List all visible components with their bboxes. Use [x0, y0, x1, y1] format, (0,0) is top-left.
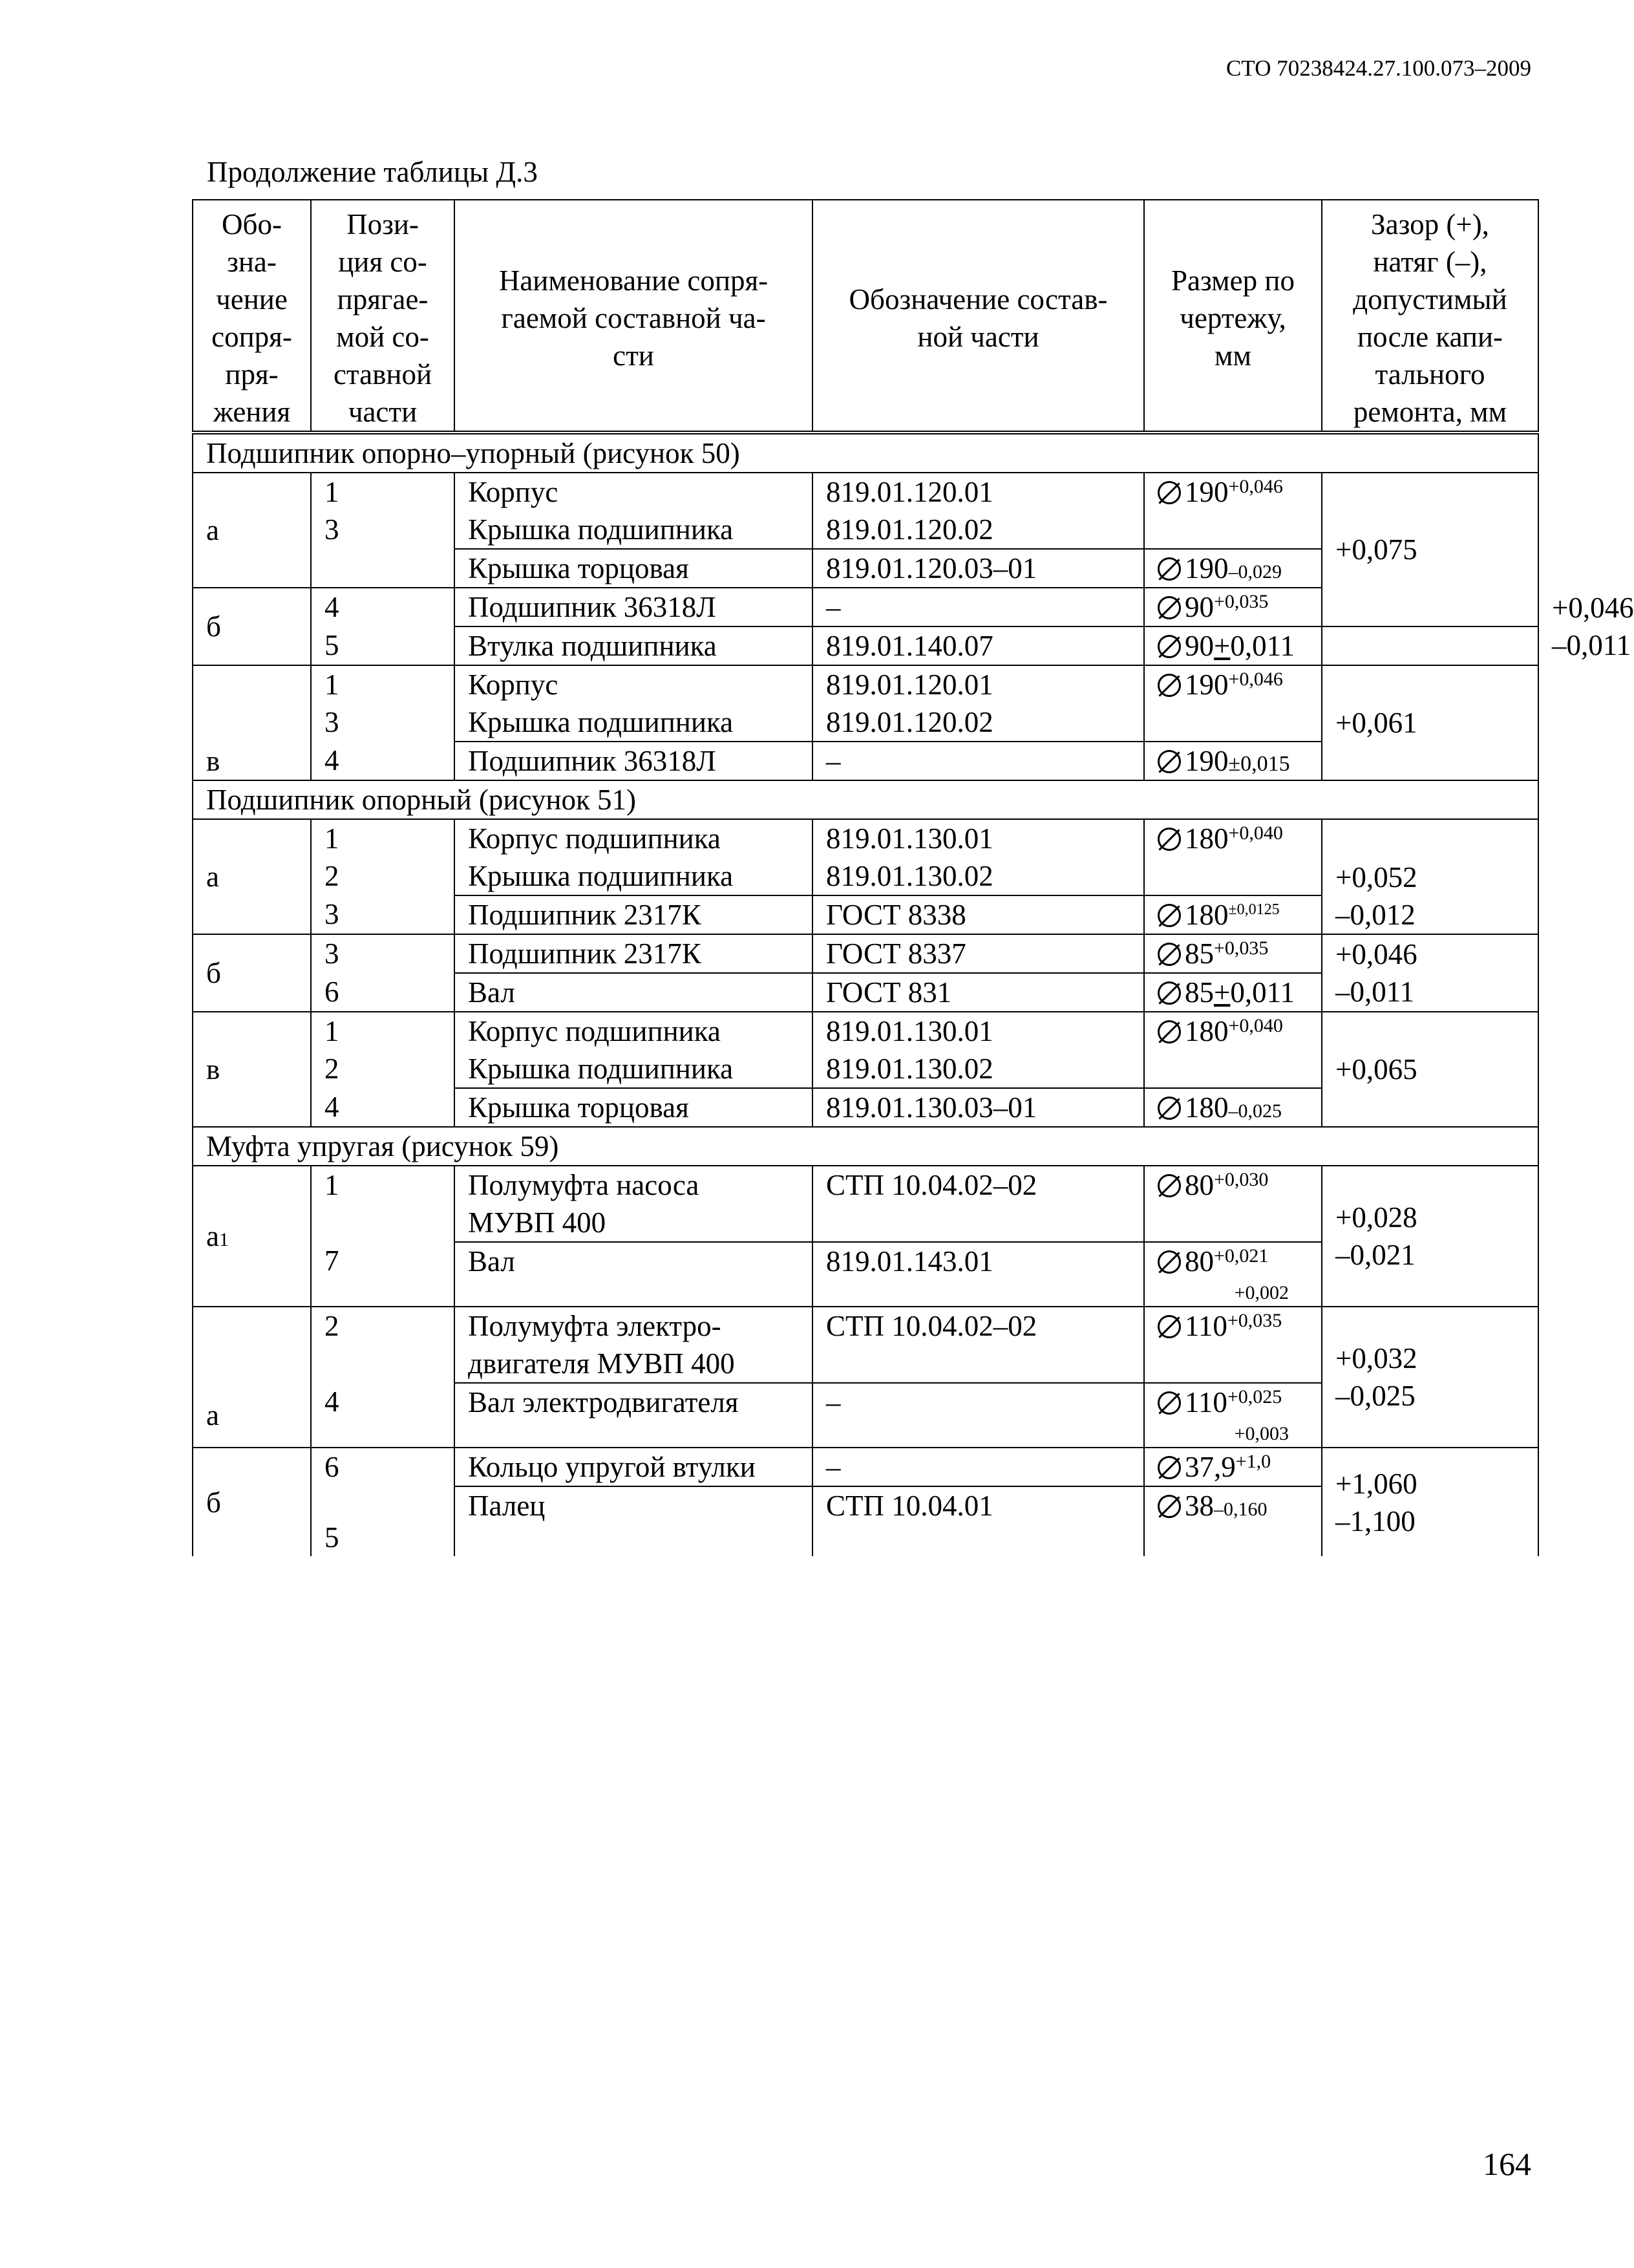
designation-cell: ГОСТ 8338: [812, 895, 1144, 934]
header-size: Размер по чертежу, мм: [1144, 200, 1322, 433]
diameter-icon: [1158, 481, 1181, 504]
name-cell: Вал электродвигателя: [454, 1383, 812, 1448]
size-cell: $190^{+0,046}$: [1144, 473, 1322, 549]
designation-cell: 819.01.130.03–01: [812, 1088, 1144, 1127]
position-cell: 1 3: [311, 473, 454, 588]
table-caption: Продолжение таблицы Д.3: [207, 156, 538, 188]
fit-mark: в: [193, 1012, 311, 1127]
gap-cell: +0,032 –0,025: [1322, 1307, 1538, 1448]
designation-cell: 819.01.120.01 819.01.120.02: [812, 665, 1144, 742]
fit-mark: б: [193, 934, 311, 1012]
name-cell: Корпус подшипника Крышка подшипника: [454, 819, 812, 895]
size-cell: $180^{\pm 0,0125}$: [1144, 895, 1322, 934]
diameter-icon: [1158, 1174, 1181, 1197]
position-cell: 6: [311, 1448, 454, 1486]
position-cell: 3: [311, 934, 454, 973]
header-gap: Зазор (+), натяг (–), допустимый после капи- тального ремонта, мм: [1322, 200, 1538, 433]
name-cell: Крышка торцовая: [454, 1088, 812, 1127]
name-cell: Палец: [454, 1486, 812, 1556]
diameter-icon: [1158, 1250, 1181, 1274]
name-cell: Вал: [454, 973, 812, 1012]
position-cell: 4: [311, 1088, 454, 1127]
gap-cell: +1,060 –1,100: [1322, 1448, 1538, 1556]
size-cell: $80^{+0,021}$ +0,002: [1144, 1242, 1322, 1307]
position-cell: 5: [311, 1486, 454, 1556]
size-cell: $110^{+0,025}$ +0,003: [1144, 1383, 1322, 1448]
designation-cell: –: [812, 1383, 1144, 1448]
size-cell: 38–0,160: [1144, 1486, 1322, 1556]
diameter-icon: [1158, 557, 1181, 581]
position-cell: 1 3: [311, 665, 454, 742]
position-cell: 4: [311, 588, 454, 626]
size-cell: $180^{+0,040}$: [1144, 1012, 1322, 1088]
designation-cell: 819.01.130.01 819.01.130.02: [812, 819, 1144, 895]
size-cell: $85^{+0,035}$: [1144, 934, 1322, 973]
designation-cell: ГОСТ 831: [812, 973, 1144, 1012]
name-cell: Подшипник 2317К: [454, 934, 812, 973]
size-cell: 180–0,025: [1144, 1088, 1322, 1127]
size-cell: $80^{+0,030}$: [1144, 1166, 1322, 1242]
group-title-row: [193, 1127, 1538, 1166]
size-cell: 85+0,011: [1144, 973, 1322, 1012]
header-designation: Обозначение состав- ной части: [812, 200, 1144, 433]
fit-mark: а: [193, 1307, 311, 1448]
group-title: Муфта упругая (рисунок 59): [193, 1127, 1538, 1166]
name-cell: Корпус Крышка подшипника: [454, 473, 812, 549]
size-cell: $90^{+0,035}$: [1144, 588, 1322, 626]
group-title: Подшипник опорно–упорный (рисунок 50): [193, 433, 1538, 473]
diameter-icon: [1158, 1456, 1181, 1479]
table-row: [193, 934, 1538, 973]
fit-mark: в: [193, 665, 311, 780]
table-row: [193, 1448, 1538, 1486]
name-cell: Полумуфта электро- двигателя МУВП 400: [454, 1307, 812, 1383]
gap-cell: +0,046 –0,011: [1322, 934, 1538, 1012]
diameter-icon: [1158, 828, 1181, 851]
diameter-icon: [1158, 1391, 1181, 1415]
position-cell: 2: [311, 1307, 454, 1383]
position-cell: 7: [311, 1242, 454, 1307]
diameter-icon: [1158, 1495, 1181, 1518]
diameter-icon: [1158, 981, 1181, 1005]
fit-mark: а: [193, 473, 311, 588]
position-cell: 3: [311, 895, 454, 934]
group-title: Подшипник опорный (рисунок 51): [193, 780, 1538, 819]
gap-cell: +0,065: [1322, 1012, 1538, 1127]
size-cell: $180^{+0,040}$: [1144, 819, 1322, 895]
fit-clearance-table: [192, 199, 1634, 1556]
page-number: 164: [1483, 2146, 1531, 2182]
group-title-row: [193, 433, 1538, 473]
designation-cell: 819.01.120.01 819.01.120.02: [812, 473, 1144, 549]
size-cell: $37,9^{+1,0}$: [1144, 1448, 1322, 1486]
name-cell: Втулка подшипника: [454, 626, 812, 665]
diameter-icon: [1158, 750, 1181, 773]
designation-cell: ГОСТ 8337: [812, 934, 1144, 973]
name-cell: Вал: [454, 1242, 812, 1307]
size-cell: $190^{+0,046}$: [1144, 665, 1322, 742]
header-name: Наименование сопря- гаемой составной ча- сти: [454, 200, 812, 433]
table-row: [193, 819, 1538, 895]
position-cell: 1: [311, 1166, 454, 1242]
diameter-icon: [1158, 1315, 1181, 1338]
position-cell: 1 2: [311, 819, 454, 895]
designation-cell: 819.01.143.01: [812, 1242, 1144, 1307]
diameter-icon: [1158, 1020, 1181, 1043]
table-row: [193, 473, 1538, 549]
name-cell: Подшипник 2317К: [454, 895, 812, 934]
table-row: [193, 1166, 1538, 1242]
size-cell: 90+0,011: [1144, 626, 1322, 665]
gap-cell: +0,075: [1322, 473, 1538, 626]
designation-cell: СТП 10.04.01: [812, 1486, 1144, 1556]
gap-cell: +0,061: [1322, 665, 1538, 780]
designation-cell: СТП 10.04.02–02: [812, 1307, 1144, 1383]
size-cell: 190–0,029: [1144, 549, 1322, 588]
group-title-row: [193, 780, 1538, 819]
size-cell: 190±0,015: [1144, 742, 1322, 780]
position-cell: 1 2: [311, 1012, 454, 1088]
fit-mark: а1: [193, 1166, 311, 1307]
diameter-icon: [1158, 943, 1181, 966]
designation-cell: 819.01.120.03–01: [812, 549, 1144, 588]
position-cell: 4: [311, 742, 454, 780]
table-row: [193, 626, 1538, 665]
name-cell: Крышка торцовая: [454, 549, 812, 588]
position-cell: 5: [311, 626, 454, 665]
diameter-icon: [1158, 674, 1181, 697]
designation-cell: –: [812, 742, 1144, 780]
name-cell: Кольцо упругой втулки: [454, 1448, 812, 1486]
diameter-icon: [1158, 635, 1181, 658]
fit-mark: б: [193, 588, 311, 665]
document-code: СТО 70238424.27.100.073–2009: [1226, 56, 1531, 81]
table-row: б 4 Подшипник 36318Л – $90^{+0,035}$ +0,046 –0,011: [193, 588, 1538, 626]
designation-cell: 819.01.130.01 819.01.130.02: [812, 1012, 1144, 1088]
designation-cell: –: [812, 1448, 1144, 1486]
position-cell: 4: [311, 1383, 454, 1448]
header-mark: Обо- зна- чение сопря- пря- жения: [193, 200, 311, 433]
table-row: [193, 1307, 1538, 1383]
table-row: [193, 1012, 1538, 1088]
name-cell: Корпус подшипника Крышка подшипника: [454, 1012, 812, 1088]
designation-cell: 819.01.140.07: [812, 626, 1144, 665]
name-cell: Подшипник 36318Л: [454, 742, 812, 780]
name-cell: Полумуфта насоса МУВП 400: [454, 1166, 812, 1242]
header-position: Пози- ция со- прягае- мой со- ставной части: [311, 200, 454, 433]
name-cell: Корпус Крышка подшипника: [454, 665, 812, 742]
diameter-icon: [1158, 1097, 1181, 1120]
position-cell: 6: [311, 973, 454, 1012]
table-row: [193, 665, 1538, 742]
fit-mark: а: [193, 819, 311, 934]
size-cell: $110^{+0,035}$: [1144, 1307, 1322, 1383]
gap-cell: +0,052 –0,012: [1322, 819, 1538, 934]
name-cell: Подшипник 36318Л: [454, 588, 812, 626]
gap-cell: +0,028 –0,021: [1322, 1166, 1538, 1307]
designation-cell: СТП 10.04.02–02: [812, 1166, 1144, 1242]
diameter-icon: [1158, 904, 1181, 927]
table-header-row: [193, 200, 1538, 433]
diameter-icon: [1158, 596, 1181, 619]
fit-mark: б: [193, 1448, 311, 1556]
designation-cell: –: [812, 588, 1144, 626]
